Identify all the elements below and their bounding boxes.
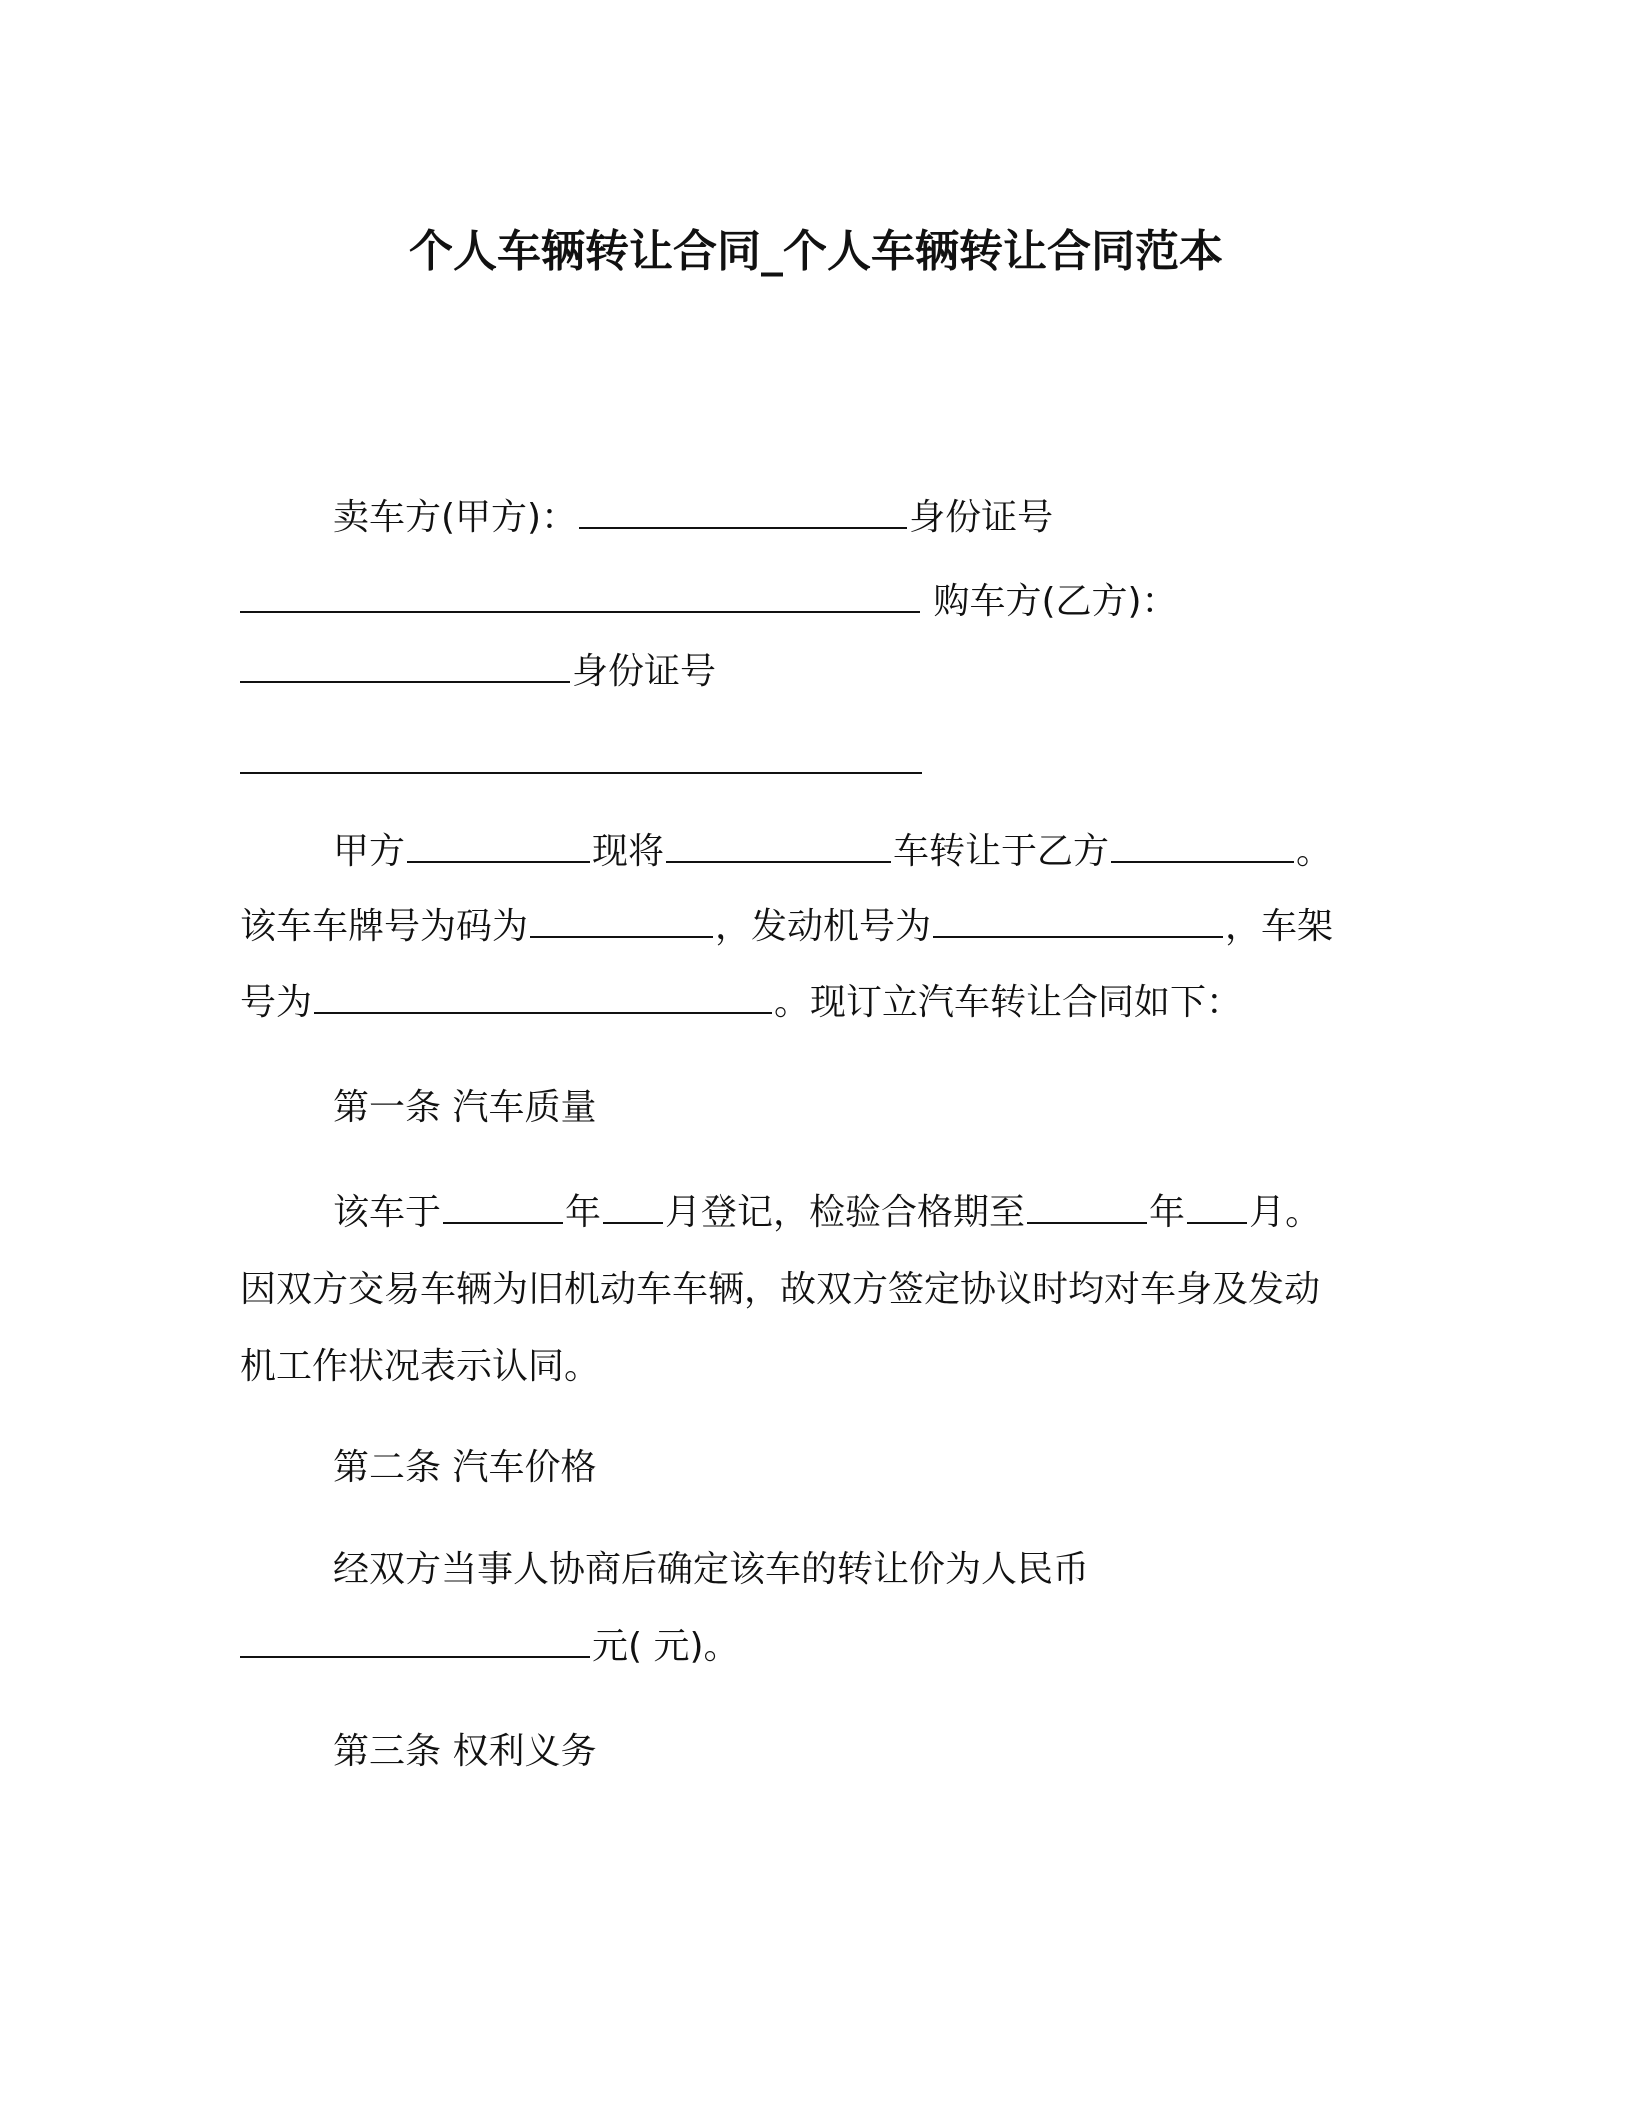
article-1-heading: 第一条 汽车质量 bbox=[333, 1087, 597, 1128]
intro-text: 。现订立汽车转让合同如下： bbox=[774, 982, 1243, 1023]
frame-number-blank bbox=[314, 982, 772, 1014]
buyer-id-blank bbox=[240, 742, 922, 774]
intro-line-1 bbox=[333, 827, 1332, 877]
article-text: 月。 bbox=[1249, 1192, 1322, 1233]
buyer-blank bbox=[1111, 831, 1294, 863]
price-blank bbox=[240, 1626, 590, 1658]
price-suffix: 元( 元)。 bbox=[592, 1626, 740, 1667]
article-2-line-1: 经双方当事人协商后确定该车的转让价为人民币 bbox=[333, 1549, 1090, 1590]
intro-text: 号为 bbox=[240, 982, 313, 1023]
plate-number-blank bbox=[530, 906, 713, 938]
article-1-line-3: 机工作状况表示认同。 bbox=[240, 1346, 601, 1387]
buyer-id-line bbox=[240, 738, 924, 788]
inspection-year-blank bbox=[1027, 1192, 1147, 1224]
intro-text: ，车架 bbox=[1225, 906, 1334, 947]
register-month-blank bbox=[603, 1192, 663, 1224]
seller-blank bbox=[407, 831, 590, 863]
intro-text: 车转让于乙方 bbox=[893, 831, 1110, 872]
buyer-name-blank bbox=[240, 651, 570, 683]
article-text: 年 bbox=[1149, 1192, 1186, 1233]
intro-text: 。 bbox=[1296, 831, 1333, 872]
seller-line bbox=[333, 493, 1053, 543]
seller-name-blank bbox=[579, 497, 907, 529]
article-2-heading: 第二条 汽车价格 bbox=[333, 1447, 597, 1488]
article-text: 年 bbox=[565, 1192, 602, 1233]
seller-id-blank bbox=[240, 581, 920, 613]
engine-number-blank bbox=[933, 906, 1223, 938]
intro-text: 该车车牌号为码为 bbox=[240, 906, 529, 947]
intro-line-3 bbox=[240, 978, 1242, 1028]
seller-id-line bbox=[240, 577, 1178, 627]
intro-text: 现将 bbox=[592, 831, 665, 872]
inspection-month-blank bbox=[1187, 1192, 1247, 1224]
buyer-line bbox=[240, 647, 716, 697]
article-1-line-2: 因双方交易车辆为旧机动车车辆，故双方签定协议时均对车身及发动 bbox=[240, 1269, 1321, 1310]
article-2-line-2 bbox=[240, 1622, 740, 1672]
document-title: 个人车辆转让合同_个人车辆转让合同范本 bbox=[409, 226, 1223, 277]
article-1-line-1 bbox=[333, 1188, 1321, 1238]
intro-line-2 bbox=[240, 902, 1333, 952]
seller-label: 卖车方(甲方)： bbox=[333, 497, 578, 538]
intro-text: ，发动机号为 bbox=[715, 906, 932, 947]
intro-text: 甲方 bbox=[333, 831, 406, 872]
seller-id-label: 身份证号 bbox=[909, 497, 1054, 538]
buyer-id-label: 身份证号 bbox=[572, 651, 717, 692]
vehicle-blank bbox=[666, 831, 891, 863]
buyer-label: 购车方(乙方)： bbox=[933, 581, 1178, 622]
article-3-heading: 第三条 权利义务 bbox=[333, 1731, 597, 1772]
article-text: 月登记，检验合格期至 bbox=[665, 1192, 1026, 1233]
register-year-blank bbox=[443, 1192, 563, 1224]
article-text: 该车于 bbox=[333, 1192, 442, 1233]
